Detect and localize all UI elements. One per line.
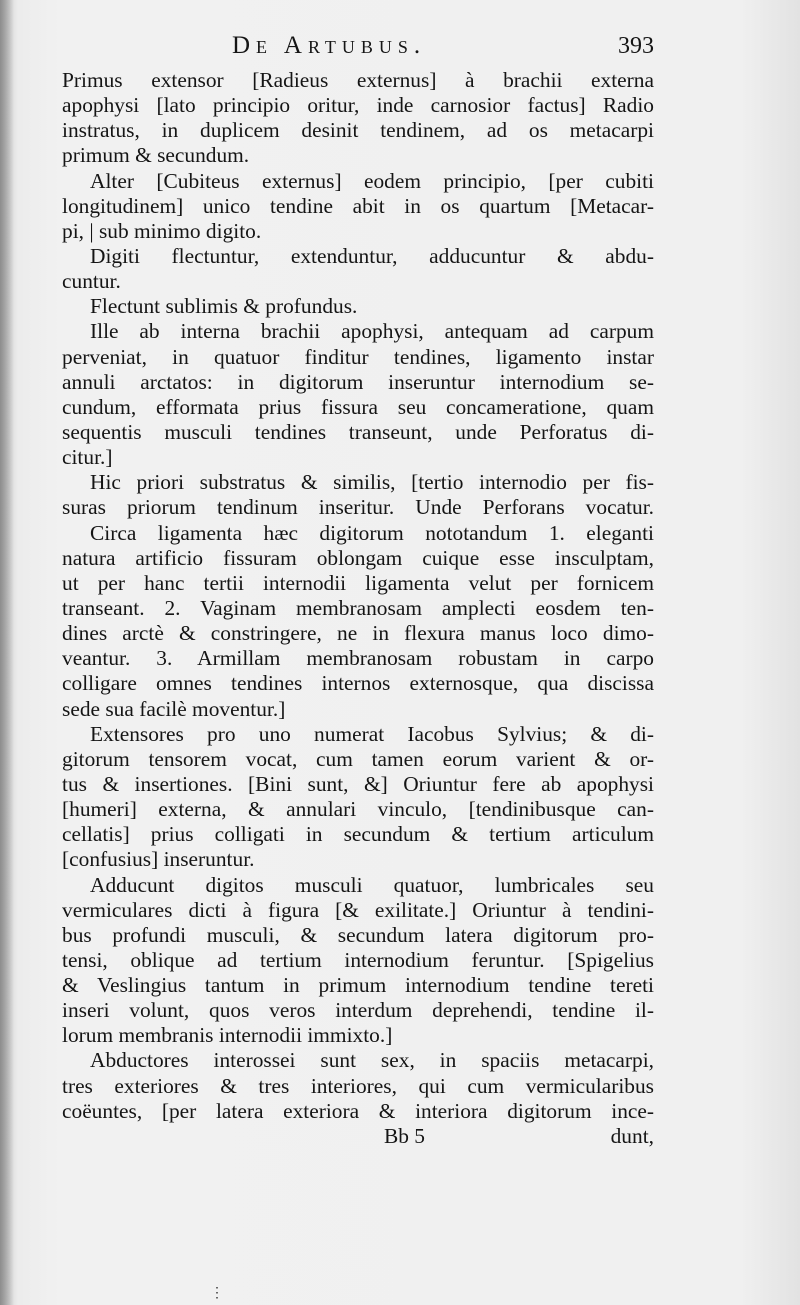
text-line: Flectunt sublimis & profundus. xyxy=(90,294,358,319)
running-title: De Artubus. xyxy=(232,32,427,59)
text-line: tres exteriores & tres interiores, qui cum vermicularibus xyxy=(62,1073,654,1098)
text-line: citur.] xyxy=(62,445,113,470)
text-line: cellatis] prius colligati in secundum & tertium articulum xyxy=(62,822,654,847)
text-line: annuli arctatos: in digitorum inseruntur internodium se- xyxy=(62,369,654,394)
text-line: cuntur. xyxy=(62,269,121,294)
text-line: lorum membranis internodii immixto.] xyxy=(62,1023,393,1048)
text-line: sede sua facilè moventur.] xyxy=(62,696,286,721)
text-line: Abductores interossei sunt sex, in spaciis metacarpi, xyxy=(90,1048,654,1073)
text-line: tensi, oblique ad tertium internodium feruntur. [Spigelius xyxy=(62,947,654,972)
text-line: gitorum tensorem vocat, cum tamen eorum varient & or- xyxy=(62,746,654,771)
running-head xyxy=(62,32,654,68)
page-footer xyxy=(62,1124,654,1149)
text-line: instratus, in duplicem desinit tendinem, ad os metacarpi xyxy=(62,118,654,143)
margin-mark: ⋮ xyxy=(210,1285,224,1301)
text-line: natura artificio fissuram oblongam cuique esse insculptam, xyxy=(62,545,654,570)
text-line: veantur. 3. Armillam membranosam robustam in carpo xyxy=(62,646,654,671)
text-line: primum & secundum. xyxy=(62,143,250,168)
text-line: [humeri] externa, & annulari vinculo, [tendinibusque can- xyxy=(62,797,654,822)
text-line: [confusius] inseruntur. xyxy=(62,847,255,872)
body-text xyxy=(62,68,654,1124)
text-line: suras priorum tendinum inseritur. Unde Perforans vocatur. xyxy=(62,495,654,520)
text-line: cundum, efformata prius fissura seu concameratione, quam xyxy=(62,394,654,419)
text-line: vermiculares dicti à figura [& exilitate.] Oriuntur à tendini- xyxy=(62,897,654,922)
text-line: apophysi [lato principio oritur, inde carnosior factus] Radio xyxy=(62,93,654,118)
text-line: dines arctè & constringere, ne in flexura manus loco dimo- xyxy=(62,621,654,646)
text-line: sequentis musculi tendines transeunt, unde Perforatus di- xyxy=(62,419,654,444)
text-line: Hic priori substratus & similis, [tertio internodio per fis- xyxy=(90,470,654,495)
text-line: Digiti flectuntur, extenduntur, adducuntur & abdu- xyxy=(90,243,654,268)
text-line: Alter [Cubiteus externus] eodem principio, [per cubiti xyxy=(90,168,654,193)
text-line: longitudinem] unico tendine abit in os quartum [Metacar- xyxy=(62,193,654,218)
text-line: transeant. 2. Vaginam membranosam amplecti eosdem ten- xyxy=(62,595,654,620)
text-line: colligare omnes tendines internos externosque, qua discissa xyxy=(62,671,654,696)
gutter-shadow xyxy=(0,0,14,1305)
text-line: perveniat, in quatuor finditur tendines, ligamento instar xyxy=(62,344,654,369)
text-line: & Veslingius tantum in primum internodium tendine tereti xyxy=(62,973,654,998)
text-line: coëuntes, [per latera exteriora & interiora digitorum ince- xyxy=(62,1098,654,1123)
text-line: Extensores pro uno numerat Iacobus Sylvius; & di- xyxy=(90,721,654,746)
text-line: Adducunt digitos musculi quatuor, lumbricales seu xyxy=(90,872,654,897)
text-line: bus profundi musculi, & secundum latera digitorum pro- xyxy=(62,922,654,947)
catchword: dunt, xyxy=(610,1123,654,1148)
text-line: Primus extensor [Radieus externus] à brachii externa xyxy=(62,68,654,92)
text-block xyxy=(62,32,654,1149)
text-line: inseri volunt, quos veros interdum deprehendi, tendine il- xyxy=(62,998,654,1023)
text-line: tus & insertiones. [Bini sunt, &] Oriuntur fere ab apophysi xyxy=(62,771,654,796)
text-line: ut per hanc tertii internodii ligamenta velut per fornicem xyxy=(62,570,654,595)
signature-mark: Bb 5 xyxy=(384,1123,426,1148)
text-line: Circa ligamenta hæc digitorum nototandum 1. eleganti xyxy=(90,520,654,545)
text-line: pi, | sub minimo digito. xyxy=(62,218,262,243)
text-line: Ille ab interna brachii apophysi, antequam ad carpum xyxy=(90,319,654,344)
page-number: 393 xyxy=(618,33,654,59)
